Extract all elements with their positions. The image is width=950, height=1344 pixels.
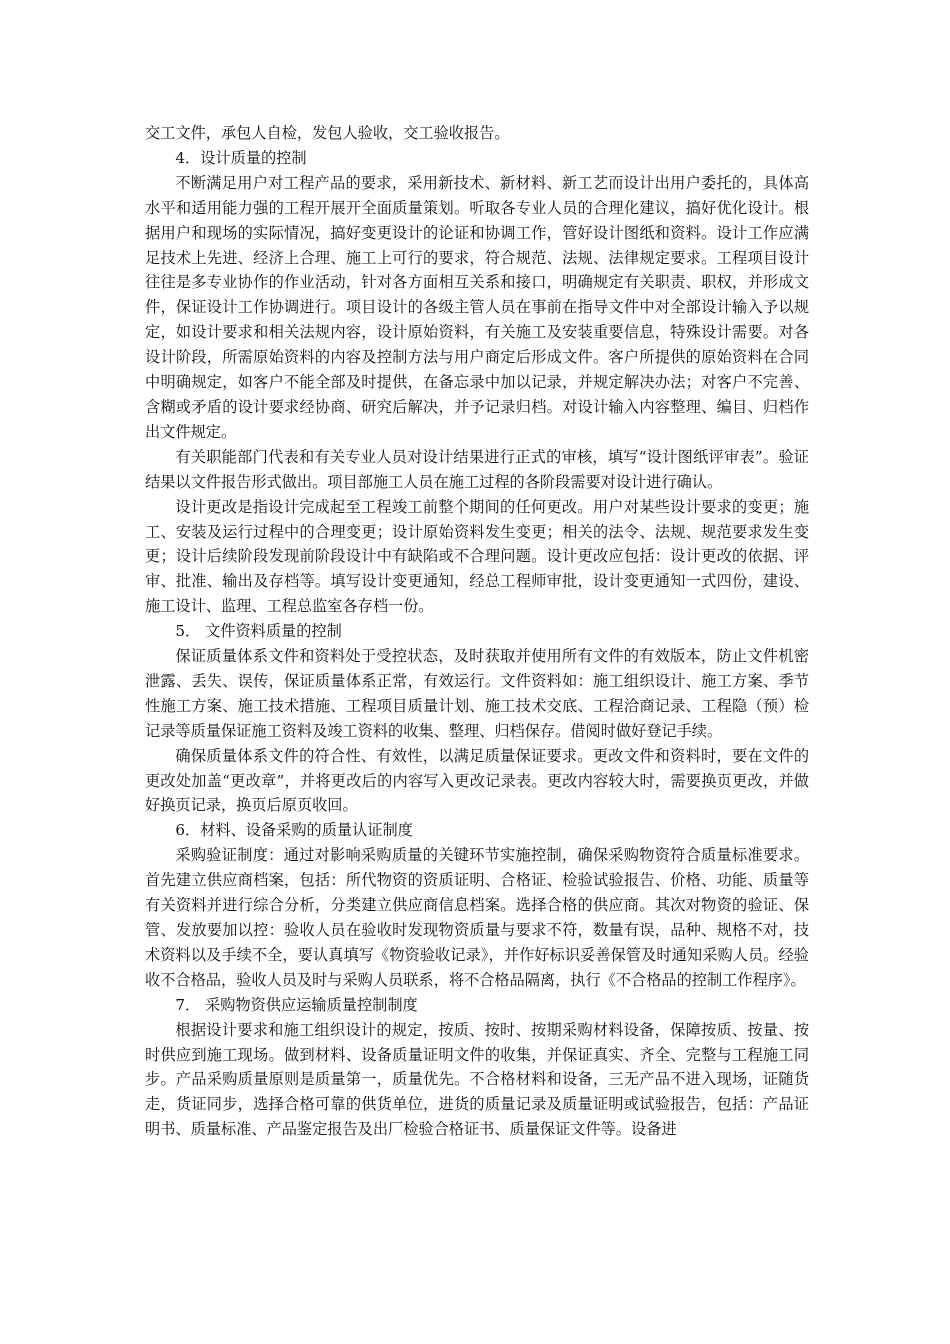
body-paragraph: 确保质量体系文件的符合性、有效性，以满足质量保证要求。更改文件和资料时，要在文件的更改处加盖“更改章”，并将更改后的内容写入更改记录表。更改内容较大时，需要换页更改，并做好换页记录，换页后原页收回。 [145, 746, 809, 815]
body-paragraph: 采购验证制度：通过对影响采购质量的关键环节实施控制，确保采购物资符合质量标准要求。首先建立供应商档案，包括：所代物资的资质证明、合格证、检验试验报告、价格、功能、质量等有关资料并进行综合分析，分类建立供应商信息档案。选择合格的供应商。其次对物资的验证、保管、发放要加以控：验收人员在验收时发现物资质量与要求不符，数量有误，品种、规格不对，技术资料以及手续不全，要认真填写《物资验收记录》，并作好标识妥善保管及时通知采购人员。经验收不合格品，验收人员及时与采购人员联系，将不合格品隔离，执行《不合格品的控制工作程序》。 [145, 846, 809, 989]
body-paragraph: 不断满足用户对工程产品的要求，采用新技术、新材料、新工艺而设计出用户委托的，具体高水平和适用能力强的工程开展开全面质量策划。听取各专业人员的合理化建议，搞好优化设计。根据用户和现场的实际情况，搞好变更设计的论证和协调工作，管好设计图纸和资料。设计工作应满足技术上先进、经济上合理、施工上可行的要求，符合规范、法规、法律规定要求。工程项目设计往往是多专业协作的作业活动，针对各方面相互关系和接口，明确规定有关职责、职权，并形成文件，保证设计工作协调进行。项目设计的各级主管人员在事前在指导文件中对全部设计输入予以规定，如设计要求和相关法规内容，设计原始资料，有关施工及安装重要信息，特殊设计需要。对各设计阶段，所需原始资料的内容及控制方法与用户商定后形成文件。客户所提供的原始资料在合同中明确规定，如客户不能全部及时提供，在备忘录中加以记录，并规定解决办法；对客户不完善、含糊或矛盾的设计要求经协商、研究后解决，并予记录归档。对设计输入内容整理、编目、归档作出文件规定。 [145, 173, 809, 441]
body-paragraph: 设计更改是指设计完成起至工程竣工前整个期间的任何更改。用户对某些设计要求的变更；施工、安装及运行过程中的合理变更；设计原始资料发生变更；相关的法令、法规、规范要求发生变更；设计后续阶段发现前阶段设计中有缺陷或不合理问题。设计更改应包括：设计更改的依据、评审、批准、输出及存档等。填写设计变更通知，经总工程师审批，设计变更通知一式四份，建设、施工设计、监理、工程总监室各存档一份。 [145, 497, 809, 616]
section-heading-design-quality: 4．设计质量的控制 [175, 148, 307, 167]
section-heading-document-control: 5． 文件资料质量的控制 [175, 622, 342, 641]
document-page [145, 121, 809, 1142]
section-heading-supply-transport: 7． 采购物资供应运输质量控制制度 [175, 995, 418, 1014]
body-paragraph: 根据设计要求和施工组织设计的规定，按质、按时、按期采购材料设备，保障按质、按量、按时供应到施工现场。做到材料、设备质量证明文件的收集，并保证真实、齐全、完整与工程施工同步。产品采购质量原则是质量第一，质量优先。不合格材料和设备，三无产品不进入现场，证随货走，货证同步，选择合格可靠的供货单位，进货的质量记录及质量证明或试验报告，包括：产品证明书、质量标准、产品鉴定报告及出厂检验合格证书、质量保证文件等。设备进 [145, 1020, 809, 1139]
section-heading-procurement-certification: 6．材料、设备采购的质量认证制度 [175, 821, 413, 840]
body-paragraph: 保证质量体系文件和资料处于受控状态，及时获取并使用所有文件的有效版本，防止文件机密泄露、丢失、误传，保证质量体系正常，有效运行。文件资料如：施工组织设计、施工方案、季节性施工方案、施工技术措施、工程项目质量计划、施工技术交底、工程洽商记录、工程隐（预）检记录等质量保证施工资料及竣工资料的收集、整理、归档保存。借阅时做好登记手续。 [145, 647, 809, 740]
paragraph-continuation: 交工文件，承包人自检，发包人验收，交工验收报告。 [145, 124, 510, 142]
body-paragraph: 有关职能部门代表和有关专业人员对设计结果进行正式的审核，填写“设计图纸评审表”。验证结果以文件报告形式做出。项目部施工人员在施工过程的各阶段需要对设计进行确认。 [145, 447, 809, 491]
